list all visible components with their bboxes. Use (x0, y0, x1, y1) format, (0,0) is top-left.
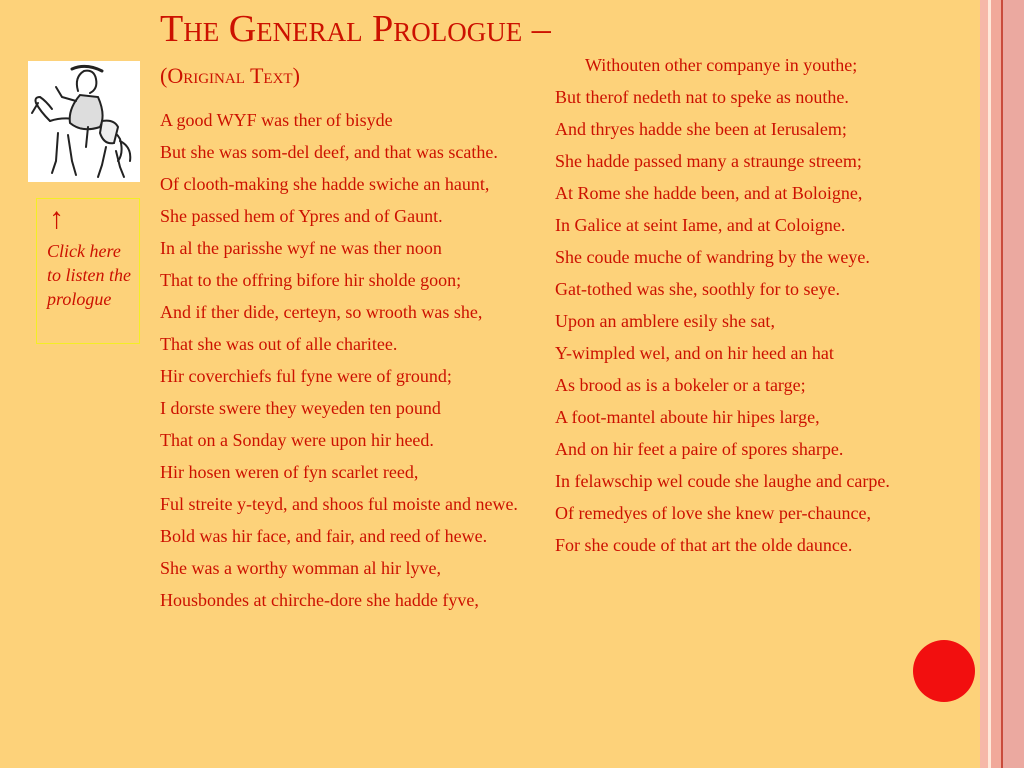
poem-line: Bold was hir face, and fair, and reed of hewe. (160, 526, 488, 546)
poem-line: Housbondes at chirche-dore she hadde fyve, (160, 590, 479, 610)
poem-line: Of remedyes of love she knew per-chaunce, (555, 503, 872, 523)
poem-line: For she coude of that art the olde daunce. (555, 535, 853, 555)
poem-column-right (555, 53, 950, 565)
poem-line: That on a Sonday were upon hir heed. (160, 430, 434, 450)
poem-line: I dorste swere they weyeden ten pound (160, 398, 441, 418)
poem-line: As brood as is a bokeler or a targe; (555, 375, 806, 395)
poem-line: In al the parisshe wyf ne was ther noon (160, 238, 442, 258)
poem-line: She was a worthy womman al hir lyve, (160, 558, 441, 578)
poem-column-left (160, 108, 545, 620)
poem-line: Withouten other companye in youthe; (585, 55, 858, 75)
poem-line: Upon an amblere esily she sat, (555, 311, 775, 331)
title-sub: (Original Text) (160, 63, 300, 88)
poem-line: And if ther dide, certeyn, so wrooth was she, (160, 302, 483, 322)
poem-line: A foot-mantel aboute hir hipes large, (555, 407, 820, 427)
poem-line: Hir coverchiefs ful fyne were of ground; (160, 366, 452, 386)
poem-line: And thryes hadde she been at Ierusalem; (555, 119, 847, 139)
poem-line: That she was out of alle charitee. (160, 334, 398, 354)
poem-line: Y-wimpled wel, and on hir heed an hat (555, 343, 834, 363)
pilgrim-woodcut-image (28, 61, 140, 182)
poem-line: But she was som-del deef, and that was scathe. (160, 142, 498, 162)
poem-line: Of clooth-making she hadde swiche an haunt, (160, 174, 490, 194)
poem-line: In Galice at seint Iame, and at Coloigne. (555, 215, 846, 235)
listen-label: Click here to listen the prologue (47, 241, 131, 309)
poem-line: And on hir feet a paire of spores sharpe. (555, 439, 844, 459)
poem-line: Gat-tothed was she, soothly for to seye. (555, 279, 840, 299)
decorative-stripes (980, 0, 1024, 768)
poem-line: That to the offring bifore hir sholde goon; (160, 270, 462, 290)
poem-line: At Rome she hadde been, and at Boloigne, (555, 183, 863, 203)
audio-record-button[interactable] (913, 640, 975, 702)
poem-line: Ful streite y-teyd, and shoos ful moiste and newe. (160, 494, 518, 514)
title-main: The General Prologue – (160, 8, 551, 50)
listen-audio-link[interactable] (36, 198, 140, 344)
poem-line: She hadde passed many a straunge streem; (555, 151, 862, 171)
page-title (160, 8, 560, 97)
up-arrow-icon: ↑ (49, 202, 64, 235)
poem-line: In felawschip wel coude she laughe and carpe. (555, 471, 890, 491)
poem-line: But therof nedeth nat to speke as nouthe. (555, 87, 849, 107)
poem-line: Hir hosen weren of fyn scarlet reed, (160, 462, 419, 482)
poem-line: A good WYF was ther of bisyde (160, 110, 393, 130)
poem-line: She coude muche of wandring by the weye. (555, 247, 870, 267)
poem-line: She passed hem of Ypres and of Gaunt. (160, 206, 443, 226)
